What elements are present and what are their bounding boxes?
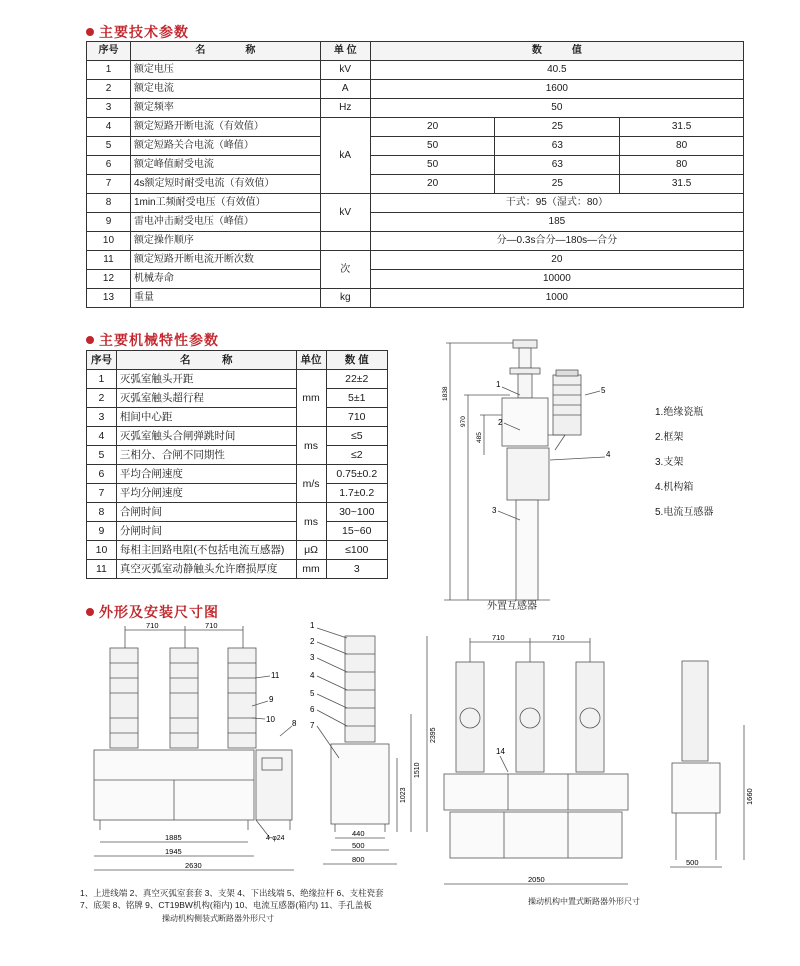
ct-caption: 外置互感器 — [487, 601, 537, 612]
tech-section-title: 主要技术参数 — [86, 22, 189, 42]
front-dim-2630: 2630 — [185, 861, 202, 870]
side-dim-1023: 1023 — [400, 787, 407, 803]
table-row: 12 机械寿命 10000 — [87, 270, 744, 289]
side-callout-3: 3 — [310, 653, 315, 662]
side-callout-5: 5 — [310, 689, 315, 698]
tech-params-table — [86, 41, 744, 308]
side-view-drawing — [305, 618, 445, 880]
col-no: 序号 — [87, 42, 131, 61]
mech-section-title: 主要机械特性参数 — [86, 330, 219, 350]
ct-callout-4: 4 — [606, 450, 611, 459]
table-row: 11 真空灭弧室动静触头允许磨损厚度 mm 3 — [87, 560, 388, 579]
front-callout-8: 8 — [292, 719, 297, 728]
install-caption-right: 操动机构中置式断路器外形尺寸 — [528, 897, 640, 906]
mech-params-table — [86, 350, 388, 579]
table-header-row — [87, 42, 744, 61]
legend-item: 5.电流互感器 — [655, 507, 714, 518]
right-view-drawing — [660, 655, 760, 880]
col-unit: 单 位 — [320, 42, 370, 61]
table-row: 2 额定电流 A 1600 — [87, 80, 744, 99]
ct-dim-485: 485 — [476, 432, 483, 443]
install-legend-line2: 7、底架 8、铭牌 9、CT19BW机构(箱内) 10、电流互感器(箱内) 11、手孔盖板 — [80, 900, 372, 910]
table-row: 3 相间中心距 710 — [87, 408, 388, 427]
legend-item: 3.支架 — [655, 457, 684, 468]
ct-callout-3: 3 — [492, 506, 497, 515]
table-row: 8 合闸时间 ms 30~100 — [87, 503, 388, 522]
table-row: 6 平均合闸速度 m/s 0.75±0.2 — [87, 465, 388, 484]
ct-callout-5: 5 — [601, 386, 606, 395]
table-row: 4 额定短路开断电流（有效值） kA 20 25 31.5 — [87, 118, 744, 137]
side-dim-500: 500 — [352, 841, 365, 850]
side-callout-1: 1 — [310, 621, 315, 630]
legend-item: 1.绝缘瓷瓶 — [655, 407, 704, 418]
table-row: 11 额定短路开断电流开断次数 次 20 — [87, 251, 744, 270]
table-row: 5 三相分、合闸不同期性 ≤2 — [87, 446, 388, 465]
mid-callout-14: 14 — [496, 747, 505, 756]
front-dim-710a: 710 — [146, 621, 159, 630]
table-row: 9 雷电冲击耐受电压（峰值） 185 — [87, 213, 744, 232]
side-callout-7: 7 — [310, 721, 315, 730]
side-callout-2: 2 — [310, 637, 315, 646]
install-section-title: 外形及安装尺寸图 — [86, 602, 219, 622]
table-row: 7 4s额定短时耐受电流（有效值） 20 25 31.5 — [87, 175, 744, 194]
table-row: 9 分闸时间 15~60 — [87, 522, 388, 541]
front-dim-1885: 1885 — [165, 833, 182, 842]
table-header-row: 序号 名 称 单位 数 值 — [87, 351, 388, 370]
front-callout-11: 11 — [271, 671, 280, 680]
side-callout-6: 6 — [310, 705, 315, 714]
table-row: 8 1min工频耐受电压（有效值） kV 干式：95（湿式：80） — [87, 194, 744, 213]
external-ct-diagram — [440, 335, 640, 615]
right-dim-500: 500 — [686, 858, 699, 867]
table-row: 2 灭弧室触头超行程 5±1 — [87, 389, 388, 408]
side-callout-4: 4 — [310, 671, 315, 680]
ct-dim-1838: 1838 — [442, 386, 449, 401]
front-view-drawing — [80, 618, 310, 880]
right-dim-1660: 1660 — [745, 788, 754, 805]
table-row: 3 额定频率 Hz 50 — [87, 99, 744, 118]
bullet-icon — [86, 28, 94, 36]
install-caption-left: 操动机构侧装式断路器外形尺寸 — [162, 914, 274, 923]
table-row: 6 额定峰值耐受电流 50 63 80 — [87, 156, 744, 175]
table-row: 10 额定操作顺序 分—0.3s合分—180s—合分 — [87, 232, 744, 251]
legend-item: 4.机构箱 — [655, 482, 694, 493]
table-row: 5 额定短路关合电流（峰值） 50 63 80 — [87, 137, 744, 156]
ct-callout-2: 2 — [498, 418, 503, 427]
ct-dim-970: 970 — [460, 416, 467, 427]
side-dim-1510: 1510 — [414, 762, 421, 778]
front-callout-10: 10 — [266, 715, 275, 724]
front-dim-1945: 1945 — [165, 847, 182, 856]
ct-callout-1: 1 — [496, 380, 501, 389]
legend-item: 2.框架 — [655, 432, 684, 443]
bullet-icon — [86, 608, 94, 616]
mid-dim-710b: 710 — [552, 633, 565, 642]
table-row: 10 每相主回路电阻(不包括电流互感器) μΩ ≤100 — [87, 541, 388, 560]
bullet-icon — [86, 336, 94, 344]
mid-dim-710a: 710 — [492, 633, 505, 642]
table-row: 13 重量 kg 1000 — [87, 289, 744, 308]
col-value: 数 值 — [370, 42, 743, 61]
side-dim-2395: 2395 — [430, 727, 437, 743]
front-callout-9: 9 — [269, 695, 274, 704]
install-legend-line1: 1、上进线端 2、真空灭弧室套套 3、支架 4、下出线端 5、绝缘拉杆 6、支柱瓷套 — [80, 888, 384, 898]
col-name: 名 称 — [130, 42, 320, 61]
mid-view-drawing — [440, 628, 640, 890]
side-dim-800: 800 — [352, 855, 365, 864]
front-hole-spec: 4-φ24 — [266, 835, 285, 842]
table-row: 1 灭弧室触头开距 mm 22±2 — [87, 370, 388, 389]
ct-legend — [655, 400, 713, 525]
side-dim-440: 440 — [352, 829, 365, 838]
table-row: 4 灭弧室触头合闸弹跳时间 ms ≤5 — [87, 427, 388, 446]
table-row: 1 额定电压 kV 40.5 — [87, 61, 744, 80]
table-row: 7 平均分闸速度 1.7±0.2 — [87, 484, 388, 503]
mid-dim-2050: 2050 — [528, 875, 545, 884]
front-dim-710b: 710 — [205, 621, 218, 630]
